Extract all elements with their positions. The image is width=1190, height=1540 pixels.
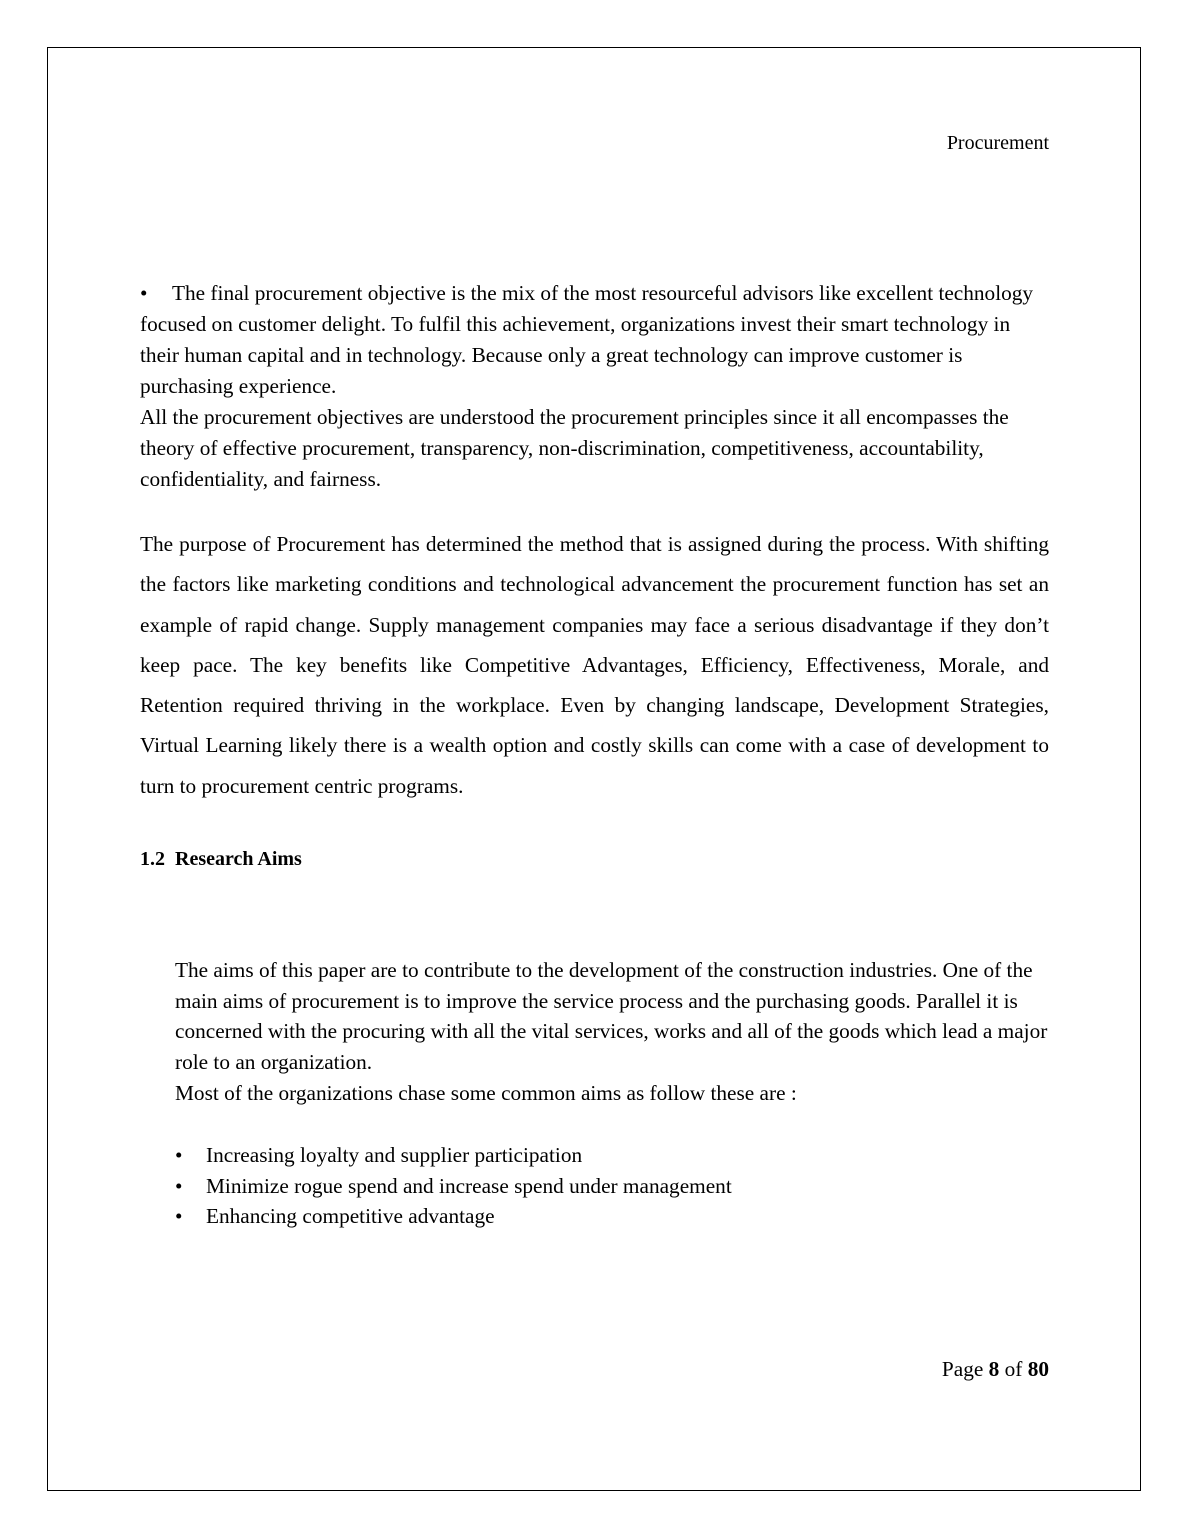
section-number: 1.2: [140, 848, 165, 870]
research-aims-paragraph: The aims of this paper are to contribute to the development of the construction industries. One of the main aims of procurement is to improve the service process and the purchasing goods. Parallel it is concerned with the procuring with all the vital services, works and all of the goods which lead a major role to an organization.: [175, 958, 1048, 1075]
purpose-paragraph: The purpose of Procurement has determined the method that is assigned during the process. With shifting the factors like marketing conditions and technological advancement the procurement function has set an example of rapid change. Supply management companies may face a serious disadvantage if they don’t keep pace. The key benefits like Competitive Advantages, Efficiency, Effectiveness, Morale, and Retention required thriving in the workplace. Even by changing landscape, Development Strategies, Virtual Learning likely there is a wealth option and costly skills can come with a case of development to turn to procurement centric programs.: [140, 532, 1049, 798]
list-item-text: Increasing loyalty and supplier participation: [206, 1143, 583, 1167]
intro-block: [140, 278, 1050, 495]
current-page-number: 8: [988, 1357, 1000, 1381]
bullet-icon: •: [175, 1143, 183, 1167]
page-label: Page: [941, 1357, 984, 1381]
page-number-footer: [942, 1355, 1049, 1383]
intro-bullet-text: The final procurement objective is the mix of the most resourceful advisors like excellent technology focused on customer delight. To fulfil this achievement, organizations invest their smart technology in their human capital and in technology. Because only a great technology can improve customer is purchasing experience.: [140, 281, 1034, 398]
list-item-text: Enhancing competitive advantage: [206, 1204, 495, 1229]
of-label: of: [1004, 1357, 1023, 1381]
list-item: [175, 1140, 1050, 1171]
section-title: Research Aims: [175, 848, 302, 870]
running-header: Procurement: [946, 132, 1049, 154]
list-item: [175, 1171, 1050, 1202]
list-item-text: Minimize rogue spend and increase spend under management: [206, 1173, 732, 1198]
list-item: [175, 1201, 1050, 1232]
principles-paragraph: All the procurement objectives are understood the procurement principles since it all encompasses the theory of effective procurement, transparency, non-discrimination, competitiveness, accountability, confidentiality, and fairness.: [140, 405, 1009, 491]
aims-list-intro: Most of the organizations chase some common aims as follow these are :: [175, 1080, 797, 1105]
total-pages-number: 80: [1027, 1357, 1049, 1381]
bullet-icon: •: [175, 1204, 183, 1229]
bullet-icon: •: [175, 1173, 183, 1198]
bullet-icon: •: [140, 281, 148, 305]
intro-bullet-paragraph: [140, 278, 1050, 402]
aims-list: [175, 1140, 1050, 1232]
section-heading: [140, 846, 302, 872]
research-aims-block: [175, 955, 1050, 1109]
